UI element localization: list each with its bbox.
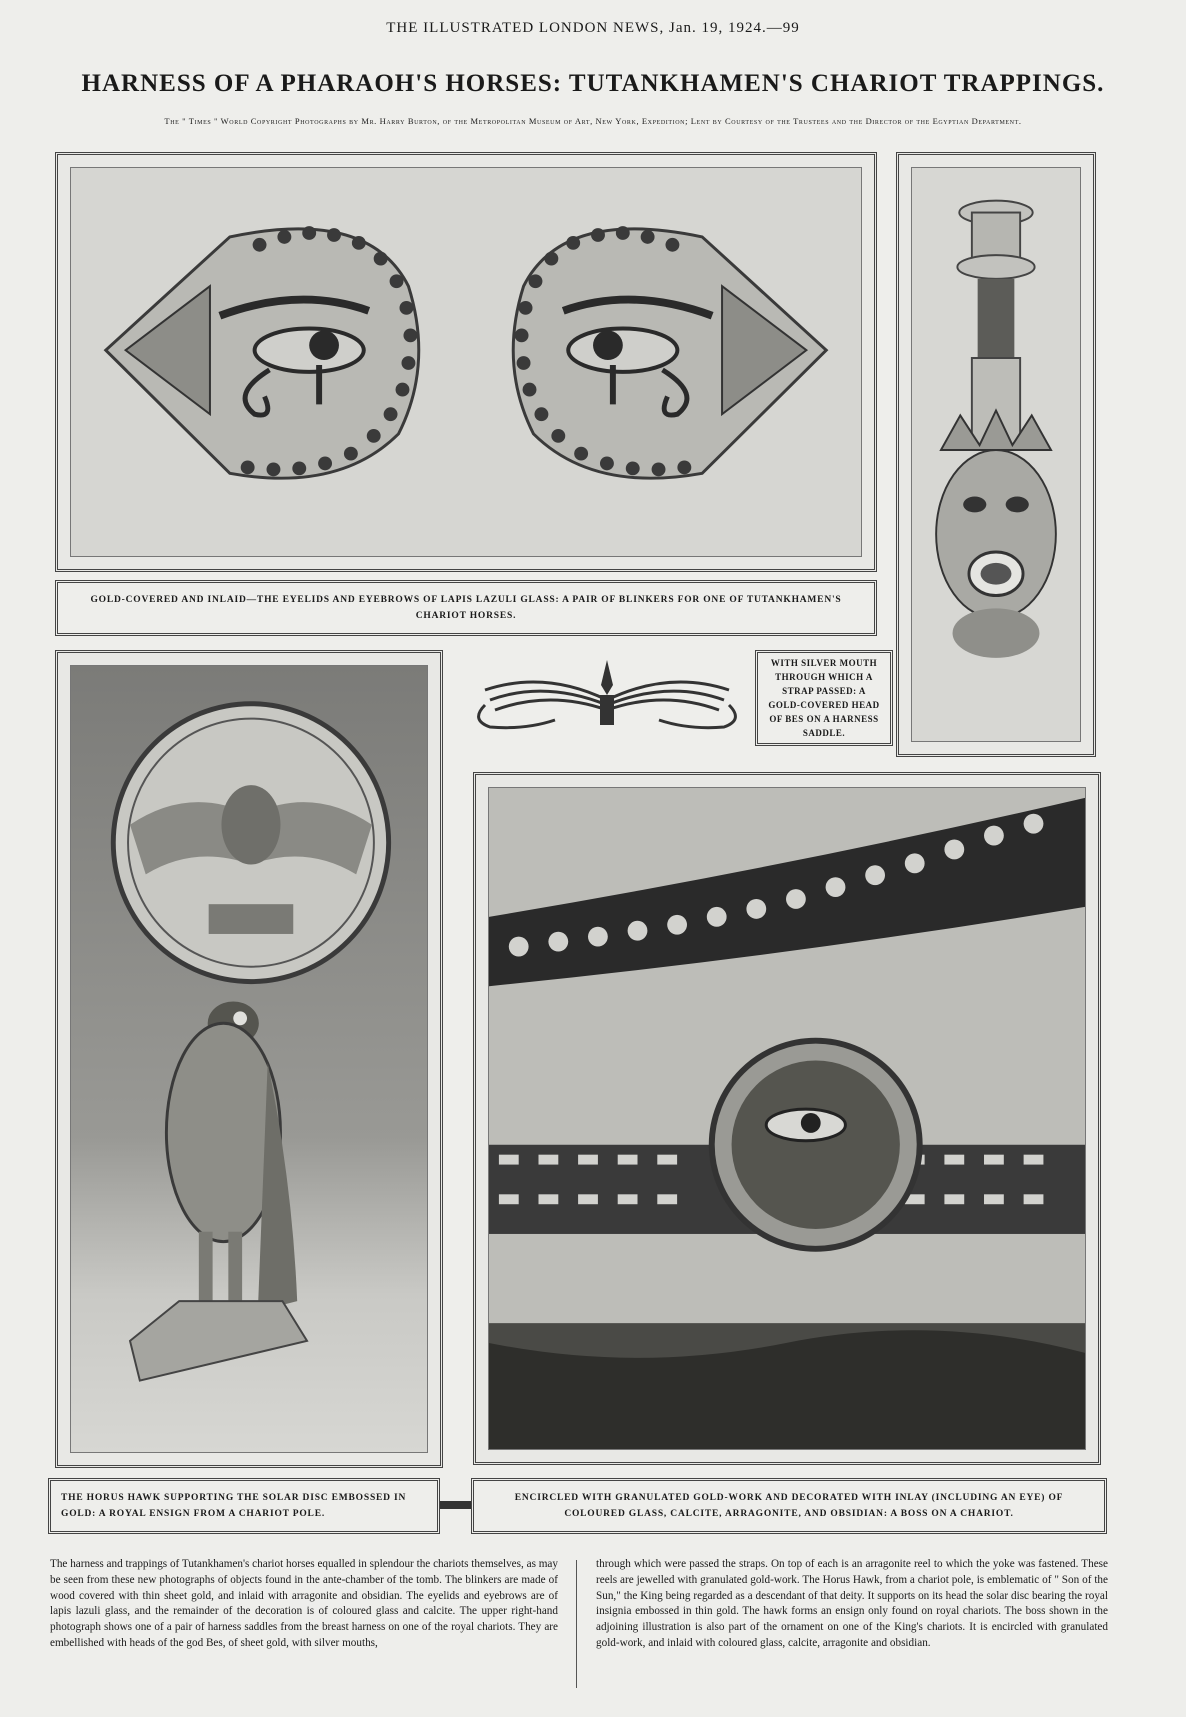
blinkers-illustration (71, 168, 861, 556)
winged-sun-icon (465, 655, 750, 737)
bes-head-illustration (912, 168, 1080, 741)
photo-credit: The " Times " World Copyright Photographs by Mr. Harry Burton, of the Metropolitan Museum of Art, New York, Expedition; Lent by Courtesy of the Trustees and the Director of the Egyptian Department. (164, 116, 1022, 126)
blinkers-photo-frame (55, 152, 877, 572)
bes-photo (911, 167, 1081, 742)
bes-caption: WITH SILVER MOUTH THROUGH WHICH A STRAP PASSED: A GOLD-COVERED HEAD OF BES ON A HARNESS SADDLE. (755, 650, 893, 746)
article-column-2: through which were passed the straps. On top of each is an arragonite reel to which the yoke was fastened. These reels are jewelled with granulated gold-work. The Horus Hawk, from a chariot pole, is emblematic of " Son of the Sun," the King being regarded as a descendant of that deity. It supports on its head the solar disc bearing the royal insignia embossed in thin gold. The hawk forms an ensign only found on royal chariots. The boss shown in the adjoining illustration is also part of the ornament on one of the King's chariots. It is encircled with granulated gold-work, and inlaid with coloured glass, calcite, arragonite and obsidian. (596, 1558, 1108, 1649)
hawk-caption: THE HORUS HAWK SUPPORTING THE SOLAR DISC EMBOSSED IN GOLD: A ROYAL ENSIGN FROM A CHARIOT POLE. (48, 1478, 440, 1534)
hawk-photo (70, 665, 428, 1453)
page-title: HARNESS OF A PHARAOH'S HORSES: TUTANKHAMEN'S CHARIOT TRAPPINGS. (81, 70, 1105, 97)
running-head: THE ILLUSTRATED LONDON NEWS, Jan. 19, 1924.—99 (386, 20, 800, 36)
bes-photo-frame (896, 152, 1096, 757)
article-column-1: The harness and trappings of Tutankhamen's chariot horses equalled in splendour the chariots themselves, as may be seen from these new photographs of objects found in the ante-chamber of the tomb. The blinkers are made of wood covered with thin sheet gold, and inlaid with arragonite and obsidian. The eyelids and eyebrows are of lapis lazuli glass, and the remainder of the decoration is of coloured glass and calcite. The upper right-hand photograph shows one of a pair of harness saddles from the breast harness on one of the royal chariots. They are embellished with heads of the god Bes, of sheet gold, with silver mouths, (50, 1558, 558, 1649)
winged-ornament (465, 655, 750, 737)
boss-photo-frame (473, 772, 1101, 1465)
horus-hawk-illustration (71, 666, 427, 1452)
column-divider (576, 1560, 577, 1688)
caption-connector-rule (440, 1501, 471, 1509)
hawk-photo-frame (55, 650, 443, 1468)
blinkers-caption: GOLD-COVERED AND INLAID—THE EYELIDS AND EYEBROWS OF LAPIS LAZULI GLASS: A PAIR OF BLINKERS FOR ONE OF TUTANKHAMEN'S CHARIOT HORSES. (55, 580, 877, 636)
blinkers-photo (70, 167, 862, 557)
boss-photo (488, 787, 1086, 1450)
boss-caption: ENCIRCLED WITH GRANULATED GOLD-WORK AND DECORATED WITH INLAY (INCLUDING AN EYE) OF COLOURED GLASS, CALCITE, ARRAGONITE, AND OBSIDIAN: A BOSS ON A CHARIOT. (471, 1478, 1107, 1534)
chariot-boss-illustration (489, 788, 1085, 1449)
